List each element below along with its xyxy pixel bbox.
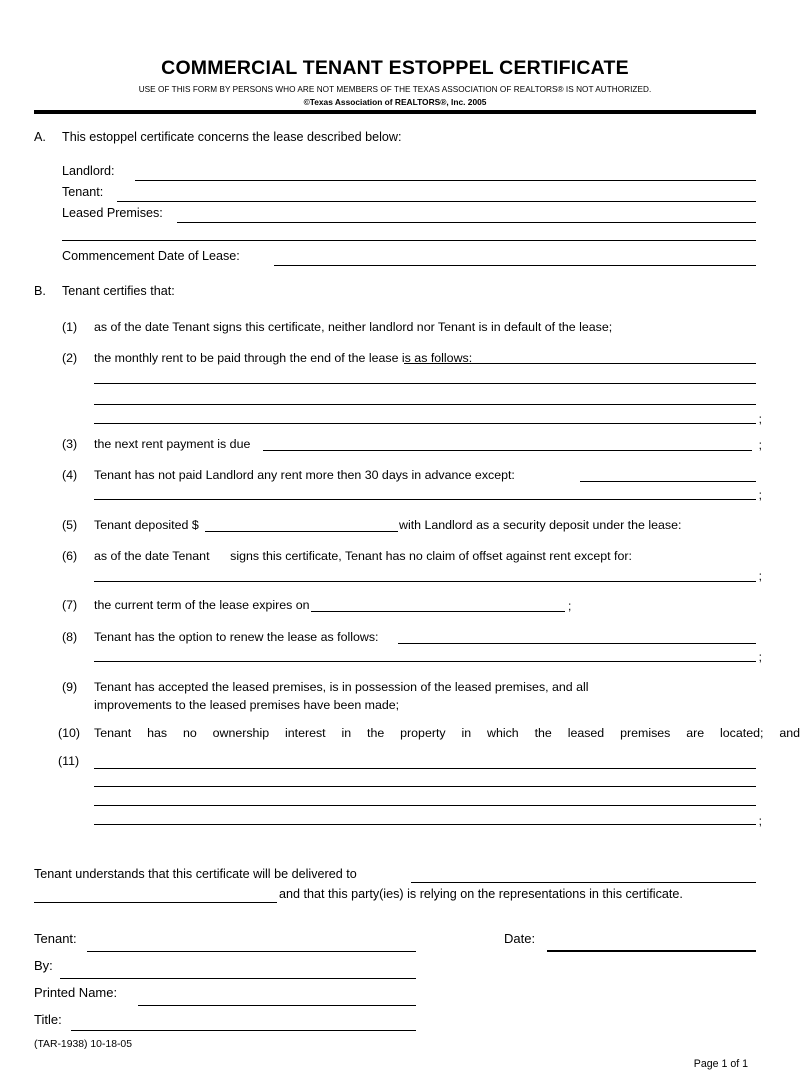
list-item-4	[62, 467, 762, 504]
list-item-4-semicolon: ;	[758, 488, 762, 503]
list-item-10-text: Tenant has no ownership interest in the property in which the leased premises are located; and	[94, 726, 800, 741]
section-b	[34, 284, 800, 829]
field-landlord[interactable]	[62, 164, 756, 185]
signature-printed-name-label: Printed Name:	[34, 985, 118, 1001]
list-item-6	[62, 548, 762, 586]
list-item-6-number: (6)	[62, 548, 78, 563]
signature-printed-name-input[interactable]	[138, 1005, 416, 1006]
list-item-9	[62, 679, 756, 713]
signature-date-input[interactable]	[547, 950, 756, 952]
list-item-8-input-2[interactable]	[94, 661, 756, 662]
list-item-8-input-1[interactable]	[398, 643, 756, 644]
field-leased-premises[interactable]	[62, 206, 756, 227]
field-tenant-label: Tenant:	[62, 185, 104, 200]
header-divider	[34, 110, 756, 114]
list-item-8-semicolon: ;	[758, 650, 762, 665]
list-item-7-semicolon: ;	[568, 599, 572, 614]
list-item-2-semicolon: ;	[758, 412, 762, 427]
list-item-2-input-4[interactable]	[94, 423, 756, 424]
list-item-11-input-4[interactable]	[94, 824, 756, 825]
list-item-7-number: (7)	[62, 597, 78, 612]
signature-tenant-input[interactable]	[87, 951, 416, 952]
closing-delivered-to-input[interactable]	[411, 882, 756, 883]
list-item-5-number: (5)	[62, 517, 78, 532]
signature-title-input[interactable]	[71, 1030, 416, 1031]
list-item-3-number: (3)	[62, 436, 78, 451]
field-leased-premises-input[interactable]	[177, 222, 756, 223]
signature-printed-name-row	[34, 985, 756, 1012]
field-leased-premises-input-2[interactable]	[62, 240, 756, 241]
list-item-4-text: Tenant has not paid Landlord any rent more then 30 days in advance except:	[94, 467, 515, 482]
section-a-label: A.	[34, 130, 46, 145]
field-landlord-input[interactable]	[135, 180, 756, 181]
list-item-11-input-3[interactable]	[94, 805, 756, 806]
list-item-3-semicolon: ;	[758, 438, 762, 453]
usage-notice: USE OF THIS FORM BY PERSONS WHO ARE NOT MEMBERS OF THE TEXAS ASSOCIATION OF REALTORS® IS NOT AUTHORIZED.	[138, 85, 652, 95]
field-leased-premises-label: Leased Premises:	[62, 206, 163, 221]
list-item-3-text: the next rent payment is due	[94, 436, 251, 451]
field-landlord-label: Landlord:	[62, 164, 115, 179]
list-item-5	[62, 517, 756, 536]
page-number-label: Page 1 of 1	[693, 1058, 748, 1070]
list-item-4-input-1[interactable]	[580, 481, 756, 482]
field-commencement-date-label: Commencement Date of Lease:	[62, 249, 240, 264]
list-item-2-text: the monthly rent to be paid through the end of the lease is as follows:	[94, 350, 473, 365]
list-item-2-input-3[interactable]	[94, 404, 756, 405]
list-item-7	[62, 597, 756, 616]
signature-date-label: Date:	[504, 931, 536, 947]
list-item-7-text: the current term of the lease expires on	[94, 597, 310, 612]
list-item-5-text-before: Tenant deposited $	[94, 517, 199, 532]
page-title: COMMERCIAL TENANT ESTOPPEL CERTIFICATE	[161, 57, 629, 79]
form-id-label: (TAR-1938) 10-18-05	[34, 1039, 132, 1051]
signature-block	[34, 931, 756, 1037]
list-item-2	[62, 350, 762, 428]
list-item-6-text: as of the date Tenant signs this certificate, Tenant has no claim of offset against rent except for:	[94, 548, 632, 563]
list-item-5-input[interactable]	[205, 531, 398, 532]
document-header	[34, 0, 756, 114]
list-item-9-number: (9)	[62, 679, 78, 694]
field-leased-premises-line2[interactable]	[62, 227, 756, 246]
list-item-2-input-1[interactable]	[404, 363, 756, 364]
closing-text-line1: Tenant understands that this certificate will be delivered to	[34, 867, 357, 882]
list-item-9-text-line2: improvements to the leased premises have been made;	[94, 698, 400, 713]
signature-by-label: By:	[34, 958, 53, 974]
list-item-9-text-line1: Tenant has accepted the leased premises, is in possession of the leased premises, and all	[94, 679, 589, 694]
list-item-11-input-2[interactable]	[94, 786, 756, 787]
list-item-2-input-2[interactable]	[94, 383, 756, 384]
document-sheet	[34, 0, 800, 1070]
list-item-1-number: (1)	[62, 319, 78, 334]
list-item-11	[58, 753, 762, 829]
field-tenant[interactable]	[62, 185, 756, 206]
signature-title-row	[34, 1012, 756, 1037]
list-item-11-semicolon: ;	[758, 813, 762, 828]
signature-tenant-label: Tenant:	[34, 931, 77, 947]
signature-title-label: Title:	[34, 1012, 62, 1028]
section-a	[34, 130, 756, 270]
closing-party-input[interactable]	[34, 902, 277, 903]
closing-paragraph	[34, 867, 756, 907]
list-item-11-input-1[interactable]	[94, 768, 756, 769]
list-item-4-number: (4)	[62, 467, 78, 482]
list-item-8-number: (8)	[62, 629, 78, 644]
section-b-label: B.	[34, 284, 46, 299]
list-item-8-text: Tenant has the option to renew the lease as follows:	[94, 629, 379, 644]
section-b-intro: Tenant certifies that:	[62, 284, 175, 299]
field-commencement-date-input[interactable]	[274, 265, 756, 266]
list-item-7-input[interactable]	[311, 611, 565, 612]
list-item-6-input[interactable]	[94, 581, 756, 582]
closing-text-line2: and that this party(ies) is relying on the representations in this certificate.	[279, 887, 683, 902]
signature-by-row	[34, 958, 756, 985]
list-item-10	[58, 725, 800, 741]
list-item-5-text-after: with Landlord as a security deposit under the lease:	[399, 517, 682, 532]
section-a-intro: This estoppel certificate concerns the lease described below:	[62, 130, 402, 145]
list-item-11-number: (11)	[58, 754, 80, 769]
list-item-10-number: (10)	[58, 726, 81, 741]
list-item-1-text: as of the date Tenant signs this certificate, neither landlord nor Tenant is in default of the lease;	[94, 319, 613, 334]
list-item-8	[62, 629, 762, 666]
field-commencement-date[interactable]	[62, 249, 756, 270]
field-tenant-input[interactable]	[117, 201, 756, 202]
list-item-2-number: (2)	[62, 350, 78, 365]
signature-tenant-row	[34, 931, 756, 958]
list-item-4-input-2[interactable]	[94, 499, 756, 500]
list-item-3	[62, 436, 762, 455]
list-item-6-semicolon: ;	[758, 569, 762, 584]
list-item-3-input[interactable]	[263, 450, 752, 451]
copyright-notice: ©Texas Association of REALTORS®, Inc. 2005	[303, 97, 487, 108]
list-item-1	[62, 319, 756, 335]
signature-by-input[interactable]	[60, 978, 416, 979]
